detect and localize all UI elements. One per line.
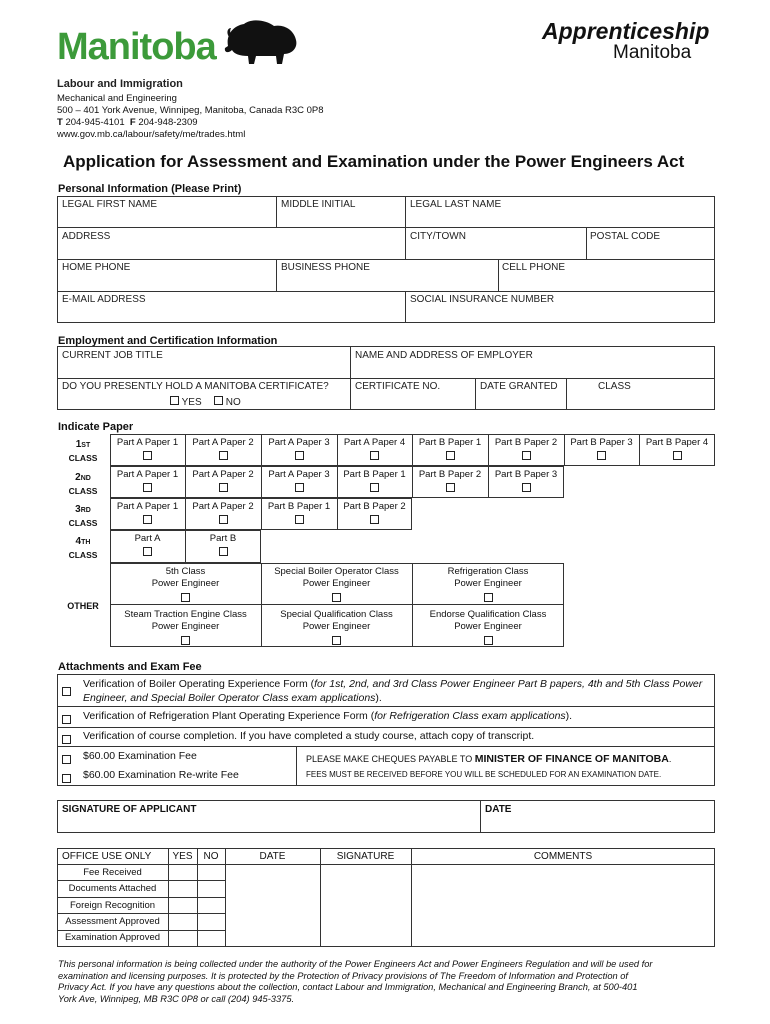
last-name-field[interactable]: LEGAL LAST NAME [410, 199, 502, 210]
other-special-boiler[interactable]: Special Boiler Operator Class Power Engineer [261, 566, 412, 606]
exam-fee-label: $60.00 Examination Fee [83, 750, 197, 762]
c3-part-a-paper-1[interactable]: Part A Paper 1 [110, 501, 185, 527]
class2-label: 2ND CLASS [68, 472, 98, 496]
c2-part-b-paper-3-checkbox[interactable] [522, 483, 531, 492]
certificate-no-field[interactable]: CERTIFICATE NO. [355, 381, 441, 392]
rewrite-fee-label: $60.00 Examination Re-write Fee [83, 769, 239, 781]
job-title-field[interactable]: CURRENT JOB TITLE [62, 350, 163, 361]
c1-part-a-paper-3-checkbox[interactable] [295, 451, 304, 460]
signature-date-field[interactable]: DATE [485, 804, 512, 815]
c2-part-b-paper-2-checkbox[interactable] [446, 483, 455, 492]
phone-number: 204-945-4101 [65, 117, 125, 128]
c3-part-a-paper-2-checkbox[interactable] [219, 515, 228, 524]
email-field[interactable]: E-MAIL ADDRESS [62, 294, 146, 305]
office-row-documents-attached: Documents Attached [68, 883, 157, 894]
other-5th-class-checkbox[interactable] [181, 593, 190, 602]
no-label: NO [225, 397, 241, 408]
privacy-notice: This personal information is being collected under the authority of the Power Engineers Act and Power Engineers Regulation and will be used for examination and licensing purposes. It is protected by the Protection of Privacy provisions of The Freedom of Information and Protection of Privacy Act. If you have any questions about the collection, contact Labour and Immigration, Mechanical and Engineering Branch, at 500-401 York Ave, Winnipeg, MB R3C 0P8 or call (204) 945-3375. [58, 959, 653, 1004]
city-field[interactable]: CITY/TOWN [410, 231, 466, 242]
c3-part-b-paper-2-checkbox[interactable] [370, 515, 379, 524]
c4-part-a[interactable]: Part A [110, 533, 185, 559]
c1-part-b-paper-2[interactable]: Part B Paper 2 [488, 437, 564, 463]
office-date-header: DATE [259, 851, 286, 862]
class-field[interactable]: CLASS [598, 381, 631, 392]
papers-heading: Indicate Paper [58, 421, 134, 433]
office-signature-header: SIGNATURE [336, 851, 395, 862]
c2-part-a-paper-3[interactable]: Part A Paper 3 [261, 469, 337, 495]
fees-note: FEES MUST BE RECEIVED BEFORE YOU WILL BE SCHEDULED FOR AN EXAMINATION DATE. [306, 770, 662, 779]
phone-label: T [57, 117, 63, 128]
other-steam-traction[interactable]: Steam Traction Engine Class Power Engineer [110, 609, 261, 649]
c1-part-b-paper-3[interactable]: Part B Paper 3 [564, 437, 639, 463]
other-refrigeration[interactable]: Refrigeration Class Power Engineer [412, 566, 564, 606]
hold-cert-yes-option[interactable] [170, 396, 202, 408]
attach-refrigeration-text: Verification of Refrigeration Plant Operating Experience Form (for Refrigeration Class exam applications). [83, 710, 573, 722]
class3-label: 3RD CLASS [68, 504, 98, 528]
c1-part-a-paper-2[interactable]: Part A Paper 2 [185, 437, 261, 463]
c4-part-b[interactable]: Part B [185, 533, 261, 559]
other-5th-class[interactable]: 5th Class Power Engineer [110, 566, 261, 606]
other-special-qualification[interactable]: Special Qualification Class Power Engineer [261, 609, 412, 649]
c3-part-b-paper-1[interactable]: Part B Paper 1 [261, 501, 337, 527]
attach-boiler-text: Verification of Boiler Operating Experience Form (for 1st, 2nd, and 3rd Class Power Engineer Part B papers, 4th and 5th Class Power Engineer, and Special Boiler Operator Class exam applications). [83, 678, 703, 704]
attach-course-text: Verification of course completion. If you have completed a study course, attach copy of transcript. [83, 730, 535, 742]
other-endorse-qualification[interactable]: Endorse Qualification Class Power Engineer [412, 609, 564, 649]
c1-part-b-paper-2-checkbox[interactable] [522, 451, 531, 460]
c1-part-b-paper-4[interactable]: Part B Paper 4 [639, 437, 715, 463]
sin-field[interactable]: SOCIAL INSURANCE NUMBER [410, 294, 555, 305]
c2-part-b-paper-1-checkbox[interactable] [370, 483, 379, 492]
c3-part-a-paper-2[interactable]: Part A Paper 2 [185, 501, 261, 527]
c3-part-b-paper-1-checkbox[interactable] [295, 515, 304, 524]
office-row-foreign-recognition: Foreign Recognition [69, 900, 156, 911]
c1-part-b-paper-1-checkbox[interactable] [446, 451, 455, 460]
c3-part-a-paper-1-checkbox[interactable] [143, 515, 152, 524]
c2-part-b-paper-1[interactable]: Part B Paper 1 [337, 469, 412, 495]
business-phone-field[interactable]: BUSINESS PHONE [281, 262, 370, 273]
employment-heading: Employment and Certification Information [58, 335, 278, 347]
c1-part-a-paper-4-checkbox[interactable] [370, 451, 379, 460]
c1-part-a-paper-1[interactable]: Part A Paper 1 [110, 437, 185, 463]
office-no-header: NO [203, 851, 219, 862]
fax-label: F [129, 117, 136, 128]
rewrite-fee-checkbox[interactable] [62, 770, 71, 788]
c1-part-a-paper-3[interactable]: Part A Paper 3 [261, 437, 337, 463]
bison-icon [222, 16, 302, 66]
c1-part-a-paper-4[interactable]: Part A Paper 4 [337, 437, 412, 463]
middle-initial-field[interactable]: MIDDLE INITIAL [281, 199, 356, 210]
c2-part-a-paper-1[interactable]: Part A Paper 1 [110, 469, 185, 495]
date-granted-field[interactable]: DATE GRANTED [480, 381, 558, 392]
office-row-fee-received: Fee Received [83, 867, 142, 878]
exam-fee-checkbox[interactable] [62, 751, 71, 769]
c1-part-b-paper-3-checkbox[interactable] [597, 451, 606, 460]
fax-number: 204-948-2309 [138, 117, 198, 128]
c2-part-b-paper-2[interactable]: Part B Paper 2 [412, 469, 488, 495]
office-comments-header: COMMENTS [533, 851, 593, 862]
office-yes-header: YES [172, 851, 193, 862]
yes-label: YES [181, 397, 202, 408]
c1-part-a-paper-2-checkbox[interactable] [219, 451, 228, 460]
apprenticeship-logo-subtitle: Manitoba [613, 42, 692, 63]
branch-address: 500 – 401 York Avenue, Winnipeg, Manitoba, Canada R3C 0P8 [57, 105, 324, 116]
cheque-instruction: PLEASE MAKE CHEQUES PAYABLE TO MINISTER OF FINANCE OF MANITOBA. [306, 753, 672, 765]
other-endorse-qualification-checkbox[interactable] [484, 636, 493, 645]
c4-part-b-checkbox[interactable] [219, 547, 228, 556]
hold-certificate-question: DO YOU PRESENTLY HOLD A MANITOBA CERTIFICATE? [62, 381, 329, 392]
signature-field[interactable]: SIGNATURE OF APPLICANT [62, 804, 197, 815]
c1-part-b-paper-1[interactable]: Part B Paper 1 [412, 437, 488, 463]
other-refrigeration-checkbox[interactable] [484, 593, 493, 602]
c3-part-b-paper-2[interactable]: Part B Paper 2 [337, 501, 412, 527]
personal-heading: Personal Information (Please Print) [58, 183, 242, 195]
office-use-title: OFFICE USE ONLY [62, 851, 152, 862]
class1-label: 1ST CLASS [68, 439, 98, 463]
attach-boiler-checkbox[interactable] [62, 683, 71, 701]
other-label: OTHER [67, 601, 99, 611]
c2-part-b-paper-3[interactable]: Part B Paper 3 [488, 469, 564, 495]
other-special-qualification-checkbox[interactable] [332, 636, 341, 645]
office-row-assessment-approved: Assessment Approved [65, 916, 160, 927]
cell-phone-field[interactable]: CELL PHONE [502, 262, 565, 273]
contact-block [57, 93, 324, 141]
attachments-heading: Attachments and Exam Fee [58, 661, 202, 673]
c2-part-a-paper-2[interactable]: Part A Paper 2 [185, 469, 261, 495]
phone-fax-line [57, 117, 324, 129]
c2-part-a-paper-1-checkbox[interactable] [143, 483, 152, 492]
other-steam-traction-checkbox[interactable] [181, 636, 190, 645]
branch-name: Mechanical and Engineering [57, 93, 177, 104]
employer-field[interactable]: NAME AND ADDRESS OF EMPLOYER [355, 350, 533, 361]
postal-code-field[interactable]: POSTAL CODE [590, 231, 661, 242]
other-special-boiler-checkbox[interactable] [332, 593, 341, 602]
c4-part-a-checkbox[interactable] [143, 547, 152, 556]
c1-part-b-paper-4-checkbox[interactable] [673, 451, 682, 460]
attach-course-checkbox[interactable] [62, 731, 71, 749]
class4-label: 4TH CLASS [68, 536, 98, 560]
no-checkbox[interactable] [214, 396, 223, 405]
department-name: Labour and Immigration [57, 78, 183, 90]
c2-part-a-paper-3-checkbox[interactable] [295, 483, 304, 492]
page-title: Application for Assessment and Examination under the Power Engineers Act [63, 152, 685, 171]
attach-refrigeration-checkbox[interactable] [62, 711, 71, 729]
c2-part-a-paper-2-checkbox[interactable] [219, 483, 228, 492]
hold-cert-no-option[interactable] [214, 396, 241, 408]
manitoba-logo: Manitoba [57, 26, 216, 68]
address-field[interactable]: ADDRESS [62, 231, 111, 242]
yes-checkbox[interactable] [170, 396, 179, 405]
first-name-field[interactable]: LEGAL FIRST NAME [62, 199, 158, 210]
apprenticeship-logo-title: Apprenticeship [542, 18, 710, 44]
home-phone-field[interactable]: HOME PHONE [62, 262, 131, 273]
website-link[interactable]: www.gov.mb.ca/labour/safety/me/trades.html [57, 129, 246, 140]
c1-part-a-paper-1-checkbox[interactable] [143, 451, 152, 460]
office-row-examination-approved: Examination Approved [64, 932, 161, 943]
